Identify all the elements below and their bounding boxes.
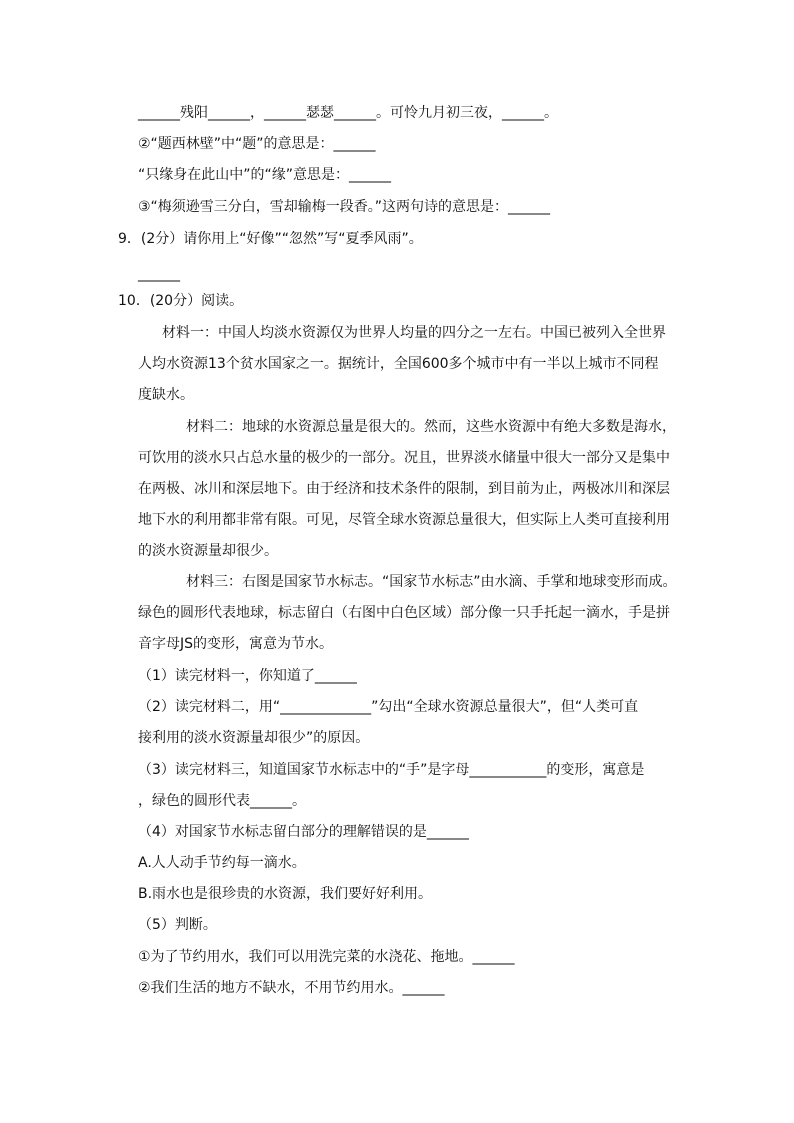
judge-item-2: ②我们生活的地方不缺水，不用节约用水。______ (138, 980, 445, 996)
option-b: B.雨水也是很珍贵的水资源，我们要好好利用。 (138, 886, 433, 902)
question-10-prompt: 10．(20分）阅读。 (118, 293, 244, 309)
material-2-line: 的淡水资源量却很少。 (138, 543, 278, 559)
sub-question-2-cont: 接利用的淡水资源量却很少”的原因。 (138, 730, 370, 746)
sub-question-5: （5）判断。 (138, 917, 217, 933)
material-3-line: 材料三：右图是国家节水标志。“国家节水标志”由水滴、手掌和地球变形而成。 (186, 574, 677, 590)
question-9-prompt: 9．(2分）请你用上“好像”“忽然”写“夏季风雨”。 (118, 231, 423, 247)
material-2-line: 材料二：地球的水资源总量是很大的。然而，这些水资源中有绝大多数是海水， (186, 419, 676, 435)
material-1-line: 人均水资源13个贫水国家之一。据统计，全国600多个城市中有一半以上城市不同程 (138, 356, 659, 372)
question-8-2a: ②“题西林壁”中“题”的意思是：______ (138, 136, 376, 152)
sub-question-1: （1）读完材料一，你知道了______ (138, 668, 357, 684)
material-2-line: 地下水的利用都非常有限。可见，尽管全球水资源总量很大，但实际上人类可直接利用 (138, 512, 670, 528)
option-a: A.人人动手节约每一滴水。 (138, 855, 306, 871)
judge-item-1: ①为了节约用水，我们可以用洗完菜的水浇花、拖地。______ (138, 949, 515, 965)
material-2-line: 可饮用的淡水只占总水量的极少的一部分。况且，世界淡水储量中很大一部分又是集中 (138, 450, 670, 466)
material-3-line: 音字母JS的变形，寓意为节水。 (138, 636, 334, 652)
question-8-2b: “只缘身在此山中”的“缘”意思是：______ (138, 167, 392, 183)
question-8-3: ③“梅须逊雪三分白，雪却输梅一段香。”这两句诗的意思是：______ (138, 199, 551, 215)
sub-question-4: （4）对国家节水标志留白部分的理解错误的是______ (138, 824, 469, 840)
poem-fill-line: ______残阳______，______瑟瑟______。可怜九月初三夜，______。 (138, 105, 558, 121)
sub-question-3-cont: ，绿色的圆形代表______。 (138, 793, 306, 809)
question-9-answer-blank: ______ (138, 266, 180, 282)
material-2-line: 在两极、冰川和深层地下。由于经济和技术条件的限制，到目前为止，两极冰川和深层 (138, 481, 670, 497)
material-1-line: 度缺水。 (138, 387, 194, 403)
material-1-line: 材料一：中国人均淡水资源仅为世界人均量的四分之一左右。中国已被列入全世界 (162, 325, 666, 341)
sub-question-3: （3）读完材料三，知道国家节水标志中的“手”是字母___________的变形，寓意是 (138, 762, 645, 778)
material-3-line: 绿色的圆形代表地球，标志留白（右图中白色区域）部分像一只手托起一滴水，手是拼 (138, 605, 670, 621)
sub-question-2: （2）读完材料二，用“_____________”勾出“全球水资源总量很大”，但“人类可直 (138, 699, 639, 715)
